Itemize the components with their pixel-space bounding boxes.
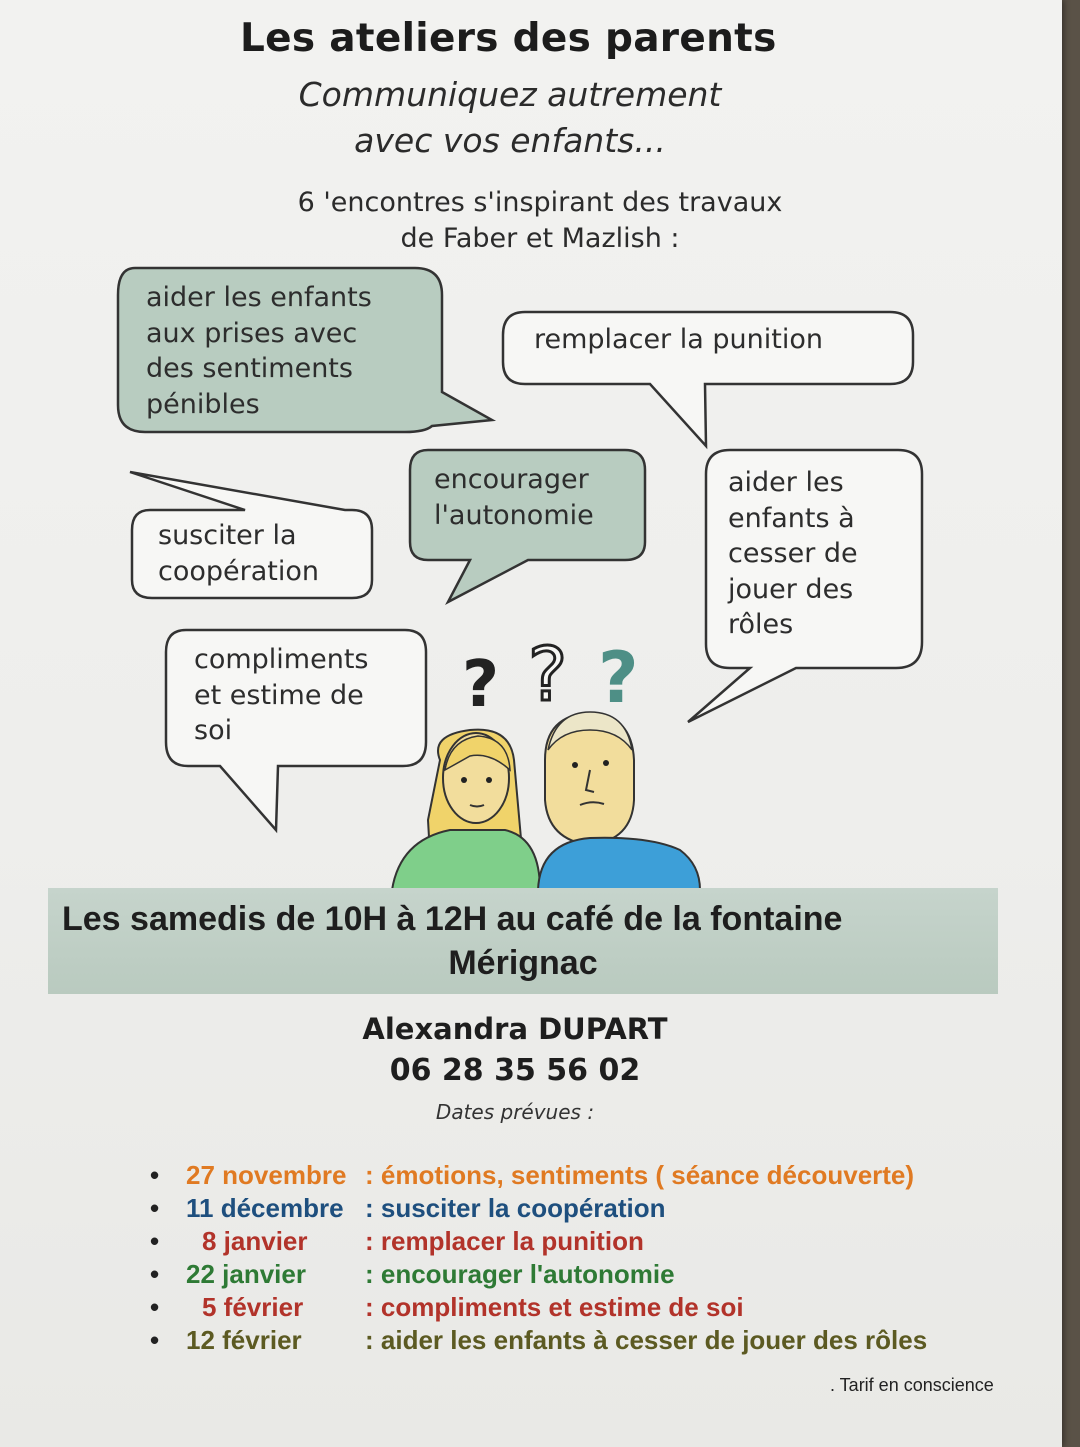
- session-date: 8 janvier: [202, 1226, 308, 1256]
- bubble-line: enfants à: [728, 502, 855, 534]
- list-item: [150, 1160, 1030, 1193]
- list-item: [150, 1193, 1030, 1226]
- speech-bubble-4: [434, 462, 594, 533]
- session-date: 11 décembre: [186, 1193, 344, 1223]
- speech-bubble-3: [158, 518, 319, 589]
- session-date: 22 janvier: [186, 1259, 306, 1289]
- list-item: [150, 1226, 1030, 1259]
- bubble-line: aider les enfants: [146, 282, 372, 313]
- man-figure: [538, 712, 700, 890]
- bubble-line: remplacer la punition: [534, 324, 823, 355]
- session-date: 27 novembre: [186, 1160, 347, 1190]
- flyer-title: Les ateliers des parents: [240, 16, 777, 61]
- session-topic: : encourager l'autonomie: [365, 1259, 675, 1289]
- bubble-line: compliments: [194, 644, 369, 675]
- bubble-line: rôles: [728, 609, 794, 640]
- banner-time-location: Les samedis de 10H à 12H au café de la fontaine: [62, 900, 843, 938]
- session-topic: : émotions, sentiments ( séance découverte): [365, 1160, 915, 1190]
- intro-line-1: 6 'encontres s'inspirant des travaux: [297, 187, 783, 218]
- bubble-line: pénibles: [146, 388, 260, 420]
- question-mark-3: ?: [598, 637, 639, 719]
- bullet: •: [150, 1259, 160, 1289]
- subtitle-line-1: Communiquez autrement: [298, 75, 722, 114]
- bubble-line: coopération: [158, 555, 319, 587]
- bullet: •: [150, 1292, 160, 1322]
- bubble-line: des sentiments: [146, 353, 353, 384]
- speech-bubble-2: [534, 322, 823, 358]
- bubble-line: cesser de: [728, 538, 858, 569]
- session-topic: : remplacer la punition: [365, 1226, 644, 1256]
- intro-line-2: de Faber et Mazlish :: [400, 223, 680, 254]
- speech-bubble-5: [728, 465, 858, 643]
- speech-bubble-1: [146, 280, 372, 422]
- session-topic: : aider les enfants à cesser de jouer des rôles: [365, 1325, 928, 1355]
- session-date: 5 février: [202, 1292, 304, 1322]
- bullet: •: [150, 1325, 160, 1355]
- bubble-line: aux prises avec: [146, 317, 358, 349]
- schedule-list: [150, 1160, 1030, 1358]
- banner-city: Mérignac: [448, 944, 598, 982]
- bullet: •: [150, 1193, 160, 1223]
- contact-name: Alexandra DUPART: [362, 1012, 668, 1046]
- question-mark-1: ?: [462, 648, 500, 722]
- bubble-line: et estime de: [194, 679, 364, 711]
- bubble-line: encourager: [434, 464, 589, 495]
- bubble-line: jouer des: [728, 573, 854, 605]
- list-item: [150, 1325, 1030, 1358]
- session-topic: : compliments et estime de soi: [365, 1292, 744, 1322]
- session-date: 12 février: [186, 1325, 302, 1355]
- question-mark-2: ?: [528, 632, 568, 718]
- bubble-line: aider les: [728, 467, 844, 498]
- bullet: •: [150, 1226, 160, 1256]
- tarif-note: . Tarif en conscience: [830, 1375, 994, 1395]
- list-item: [150, 1259, 1030, 1292]
- list-item: [150, 1292, 1030, 1325]
- subtitle-line-2: avec vos enfants...: [354, 121, 666, 160]
- dates-label: Dates prévues :: [435, 1100, 595, 1124]
- contact-phone: 06 28 35 56 02: [389, 1053, 641, 1088]
- bubble-line: l'autonomie: [434, 499, 594, 531]
- bubble-line: susciter la: [158, 520, 297, 551]
- bullet: •: [150, 1160, 160, 1190]
- speech-bubble-6: [194, 642, 369, 749]
- session-topic: : susciter la coopération: [365, 1193, 666, 1223]
- bubble-line: soi: [194, 715, 233, 746]
